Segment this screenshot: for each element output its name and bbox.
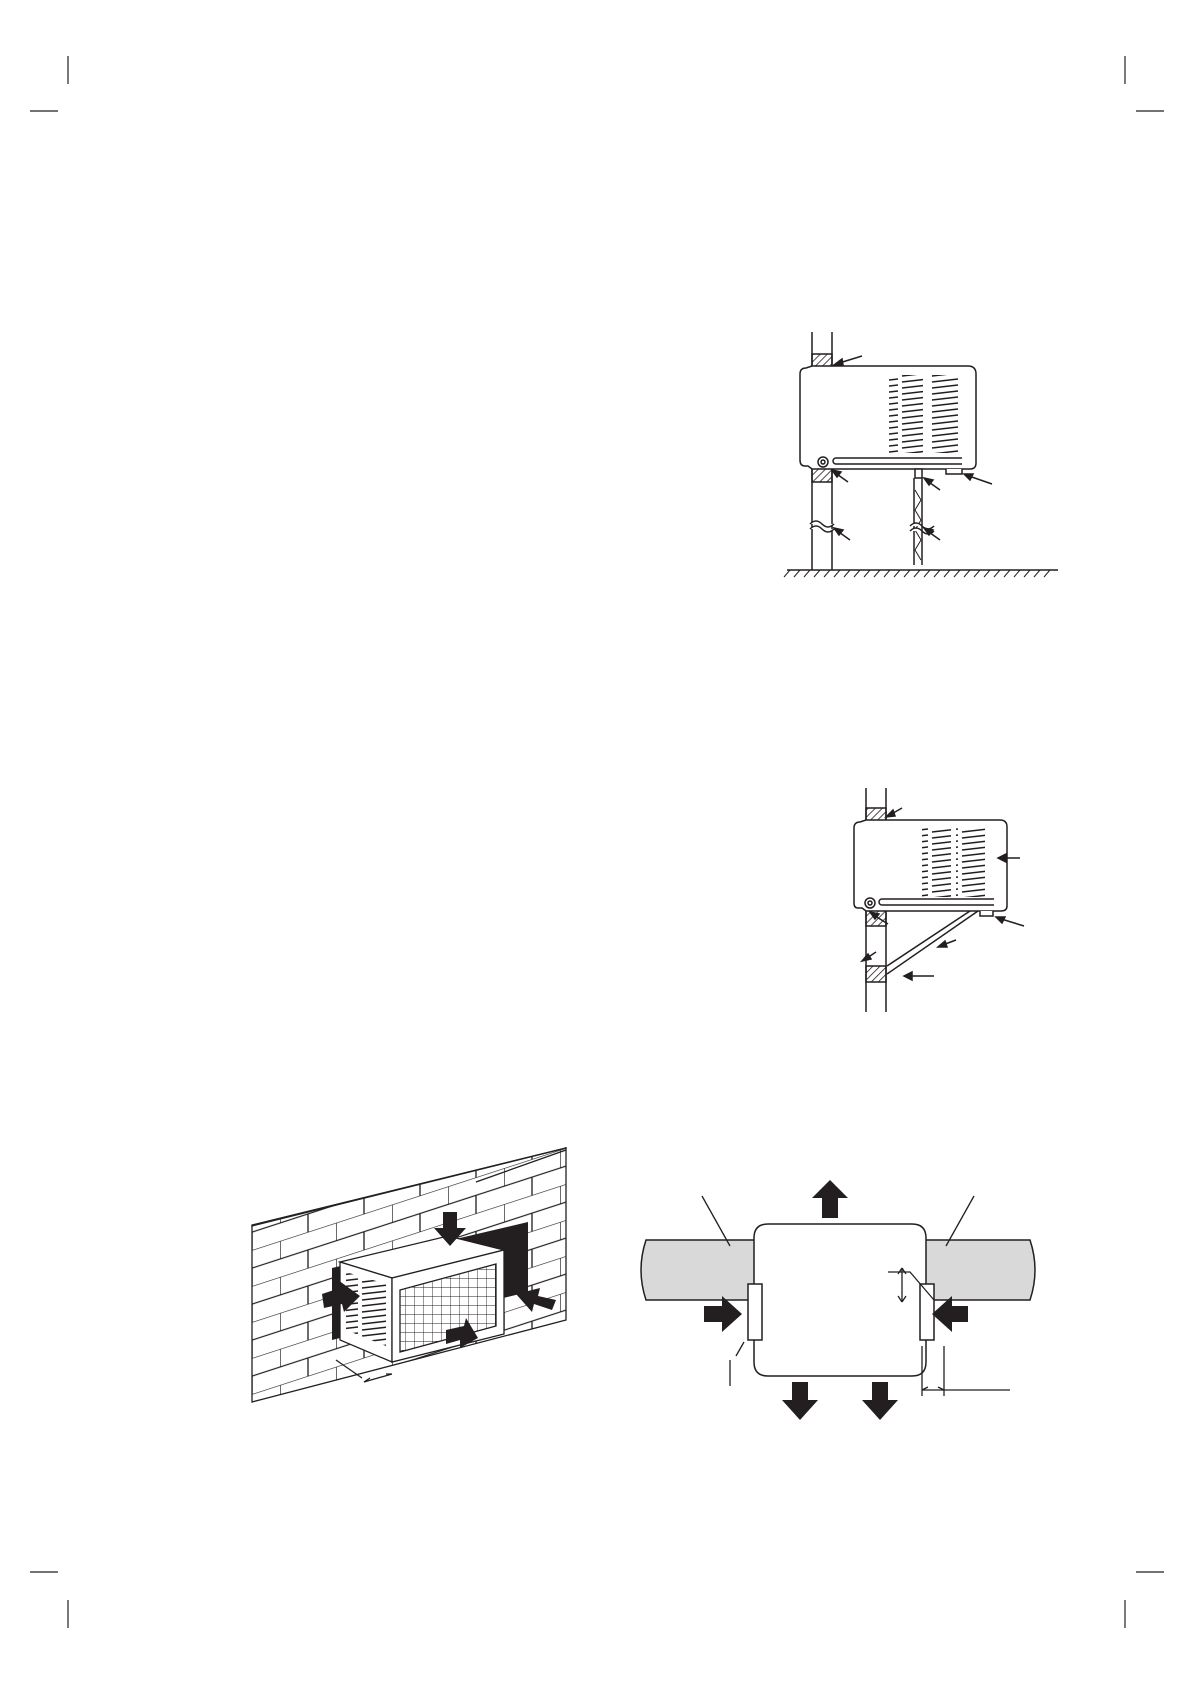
arrow-down-icon	[782, 1382, 818, 1420]
arrow-right-icon	[704, 1296, 742, 1332]
ground-line	[784, 570, 1058, 577]
arrow-left-icon	[932, 1296, 968, 1332]
ac-unit-body	[800, 366, 976, 474]
ac-unit-body	[854, 820, 1007, 916]
figure-unit-wall-bracket	[854, 788, 1024, 1012]
figure-brick-wall-unit	[252, 1147, 566, 1402]
support-bracket	[887, 911, 978, 974]
figure-unit-floor-stand	[784, 332, 1058, 577]
arrow-down-icon	[862, 1382, 898, 1420]
figure-top-view-clearance	[641, 1180, 1035, 1420]
arrow-up-icon	[812, 1180, 848, 1218]
